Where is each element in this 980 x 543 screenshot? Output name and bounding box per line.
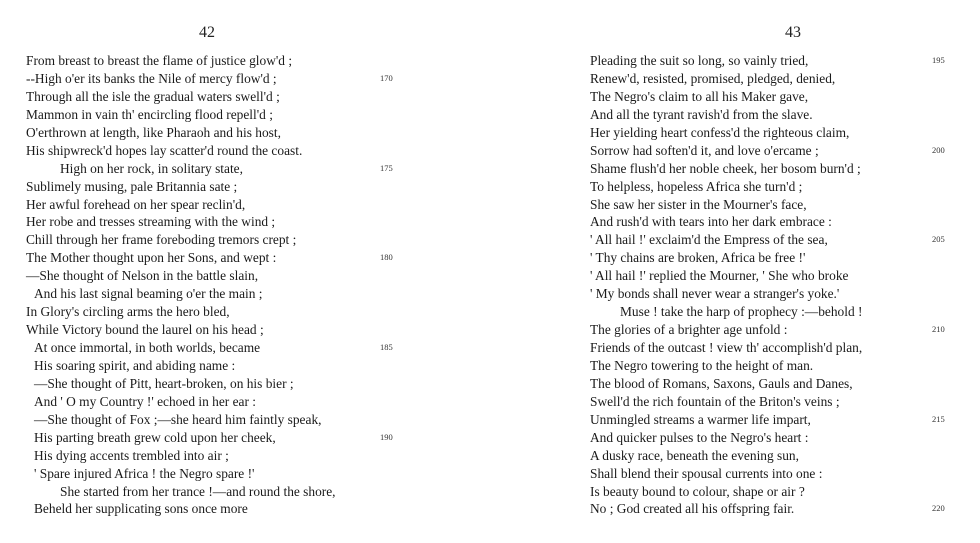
- right-page: [490, 0, 980, 543]
- verse-line: [0, 303, 470, 321]
- verse-line: [490, 339, 980, 357]
- line-number: 195: [932, 55, 945, 65]
- verse-line: [490, 375, 980, 393]
- verse-line: [490, 124, 980, 142]
- verse-line: [490, 52, 980, 70]
- verse-text: Her robe and tresses streaming with the wind ;: [26, 214, 276, 230]
- line-number: 185: [380, 342, 393, 352]
- verse-line: [0, 124, 470, 142]
- verse-line: [0, 178, 470, 196]
- verse-text: To helpless, hopeless Africa she turn'd ;: [590, 178, 803, 194]
- verse-line: [0, 465, 470, 483]
- verse-line: [490, 70, 980, 88]
- verse-line: [0, 267, 470, 285]
- verse-line: [0, 447, 470, 465]
- verse-text: ' All hail !' replied the Mourner, ' She who broke: [590, 268, 849, 284]
- verse-text: She saw her sister in the Mourner's face,: [590, 196, 807, 212]
- verse-line: [490, 285, 980, 303]
- verse-line: [490, 88, 980, 106]
- verse-text: The blood of Romans, Saxons, Gauls and Danes,: [590, 375, 853, 391]
- verse-text: She started from her trance !—and round the shore,: [60, 483, 336, 499]
- verse-line: [490, 213, 980, 231]
- verse-line: [490, 393, 980, 411]
- verse-line: [490, 465, 980, 483]
- verse-text: Muse ! take the harp of prophecy :—behold !: [620, 304, 863, 320]
- verse-text: And quicker pulses to the Negro's heart :: [590, 429, 809, 445]
- verse-line: [0, 357, 470, 375]
- verse-text: Friends of the outcast ! view th' accomplish'd plan,: [590, 340, 863, 355]
- verse-line: [0, 106, 470, 124]
- verse-text: In Glory's circling arms the hero bled,: [26, 304, 230, 320]
- verse-text: The Negro towering to the height of man.: [590, 357, 814, 373]
- verse-line: [0, 339, 470, 357]
- verse-line: [490, 321, 980, 339]
- verse-text: The Negro's claim to all his Maker gave,: [590, 88, 809, 104]
- verse-line: [0, 429, 470, 447]
- verse-line: [0, 231, 470, 249]
- verse-line: [0, 393, 470, 411]
- verse-text: Pleading the suit so long, so vainly tried,: [590, 53, 809, 68]
- verse-text: ' Spare injured Africa ! the Negro spare !': [34, 465, 255, 481]
- verse-line: [0, 160, 470, 178]
- verse-text: From breast to breast the flame of justice glow'd ;: [26, 53, 293, 68]
- verse-line: [0, 321, 470, 339]
- verse-text: Shall blend their spousal currents into one :: [590, 465, 823, 481]
- line-number: 190: [380, 431, 393, 442]
- verse-line: [490, 267, 980, 285]
- verse-text: And ' O my Country !' echoed in her ear :: [34, 393, 256, 409]
- line-number: 175: [380, 162, 393, 173]
- verse-text: Unmingled streams a warmer life impart,: [590, 411, 811, 427]
- verse-line: [490, 357, 980, 375]
- line-number: 205: [932, 234, 945, 245]
- verse-text: —She thought of Pitt, heart-broken, on his bier ;: [34, 375, 294, 391]
- verse-text: His shipwreck'd hopes lay scatter'd round the coast.: [26, 142, 303, 158]
- line-number: 220: [932, 503, 945, 514]
- verse-text: O'erthrown at length, like Pharaoh and his host,: [26, 124, 281, 140]
- left-page: [0, 0, 470, 543]
- verse-text: His dying accents trembled into air ;: [34, 447, 229, 463]
- verse-text: —She thought of Fox ;—she heard him faintly speak,: [34, 411, 322, 427]
- verse-text: And all the tyrant ravish'd from the slave.: [590, 106, 813, 122]
- verse-text: Sorrow had soften'd it, and love o'ercame ;: [590, 142, 819, 158]
- page-number: 42: [199, 24, 215, 41]
- verse-line: [490, 447, 980, 465]
- verse-text: His soaring spirit, and abiding name :: [34, 357, 236, 373]
- line-number: 215: [932, 413, 945, 424]
- verse-text: Her awful forehead on her spear reclin'd,: [26, 196, 246, 212]
- line-number: 210: [932, 324, 945, 335]
- verse-line: [0, 142, 470, 160]
- verse-text: No ; God created all his offspring fair.: [590, 501, 795, 517]
- verse-text: ' My bonds shall never wear a stranger's yoke.': [590, 286, 840, 302]
- verse-line: [0, 70, 470, 88]
- verse-line: [490, 411, 980, 429]
- line-number: 180: [380, 252, 393, 263]
- verse-text: Shame flush'd her noble cheek, her bosom burn'd ;: [590, 160, 861, 176]
- verse-text: Chill through her frame foreboding tremors crept ;: [26, 232, 297, 248]
- verse-text: ' Thy chains are broken, Africa be free !': [590, 250, 806, 266]
- verse-text: Mammon in vain th' encircling flood repell'd ;: [26, 106, 273, 122]
- verse-text: —She thought of Nelson in the battle slain,: [26, 268, 259, 284]
- verse-line: [0, 88, 470, 106]
- verse-text: And rush'd with tears into her dark embrace :: [590, 214, 832, 230]
- verse-text: A dusky race, beneath the evening sun,: [590, 447, 799, 463]
- verse-line: [490, 178, 980, 196]
- verse-text: Beheld her supplicating sons once more: [34, 501, 248, 517]
- verse-line: [0, 375, 470, 393]
- verse-text: The Mother thought upon her Sons, and wept :: [26, 250, 277, 266]
- verse-text: The glories of a brighter age unfold :: [590, 322, 788, 338]
- verse-line: [490, 231, 980, 249]
- verse-text: --High o'er its banks the Nile of mercy flow'd ;: [26, 70, 277, 86]
- verse-line: [490, 160, 980, 178]
- verse-text: Her yielding heart confess'd the righteous claim,: [590, 124, 850, 140]
- verse-line: [0, 411, 470, 429]
- verse-line: [490, 483, 980, 501]
- verse-text: ' All hail !' exclaim'd the Empress of the sea,: [590, 232, 828, 248]
- verse-text: While Victory bound the laurel on his head ;: [26, 322, 264, 338]
- poem-lines: [0, 52, 470, 518]
- verse-line: [490, 142, 980, 160]
- verse-line: [490, 500, 980, 518]
- verse-line: [490, 429, 980, 447]
- verse-text: Renew'd, resisted, promised, pledged, denied,: [590, 70, 836, 86]
- verse-line: [0, 213, 470, 231]
- line-number: 200: [932, 144, 945, 155]
- verse-line: [0, 249, 470, 267]
- verse-line: [0, 285, 470, 303]
- line-number: 170: [380, 72, 393, 83]
- verse-line: [490, 303, 980, 321]
- verse-text: Through all the isle the gradual waters swell'd ;: [26, 88, 280, 104]
- verse-line: [0, 500, 470, 518]
- verse-text: Swell'd the rich fountain of the Briton's veins ;: [590, 393, 840, 409]
- verse-line: [0, 483, 470, 501]
- verse-text: His parting breath grew cold upon her cheek,: [34, 429, 276, 445]
- page-number: 43: [785, 24, 801, 41]
- verse-line: [0, 52, 470, 70]
- verse-text: Is beauty bound to colour, shape or air ?: [590, 483, 805, 499]
- verse-line: [490, 249, 980, 267]
- verse-text: And his last signal beaming o'er the main ;: [34, 286, 263, 302]
- verse-text: Sublimely musing, pale Britannia sate ;: [26, 178, 238, 194]
- verse-text: At once immortal, in both worlds, became: [34, 340, 261, 355]
- verse-line: [490, 106, 980, 124]
- poem-lines: [490, 52, 980, 518]
- verse-line: [490, 196, 980, 214]
- verse-line: [0, 196, 470, 214]
- verse-text: High on her rock, in solitary state,: [60, 160, 243, 176]
